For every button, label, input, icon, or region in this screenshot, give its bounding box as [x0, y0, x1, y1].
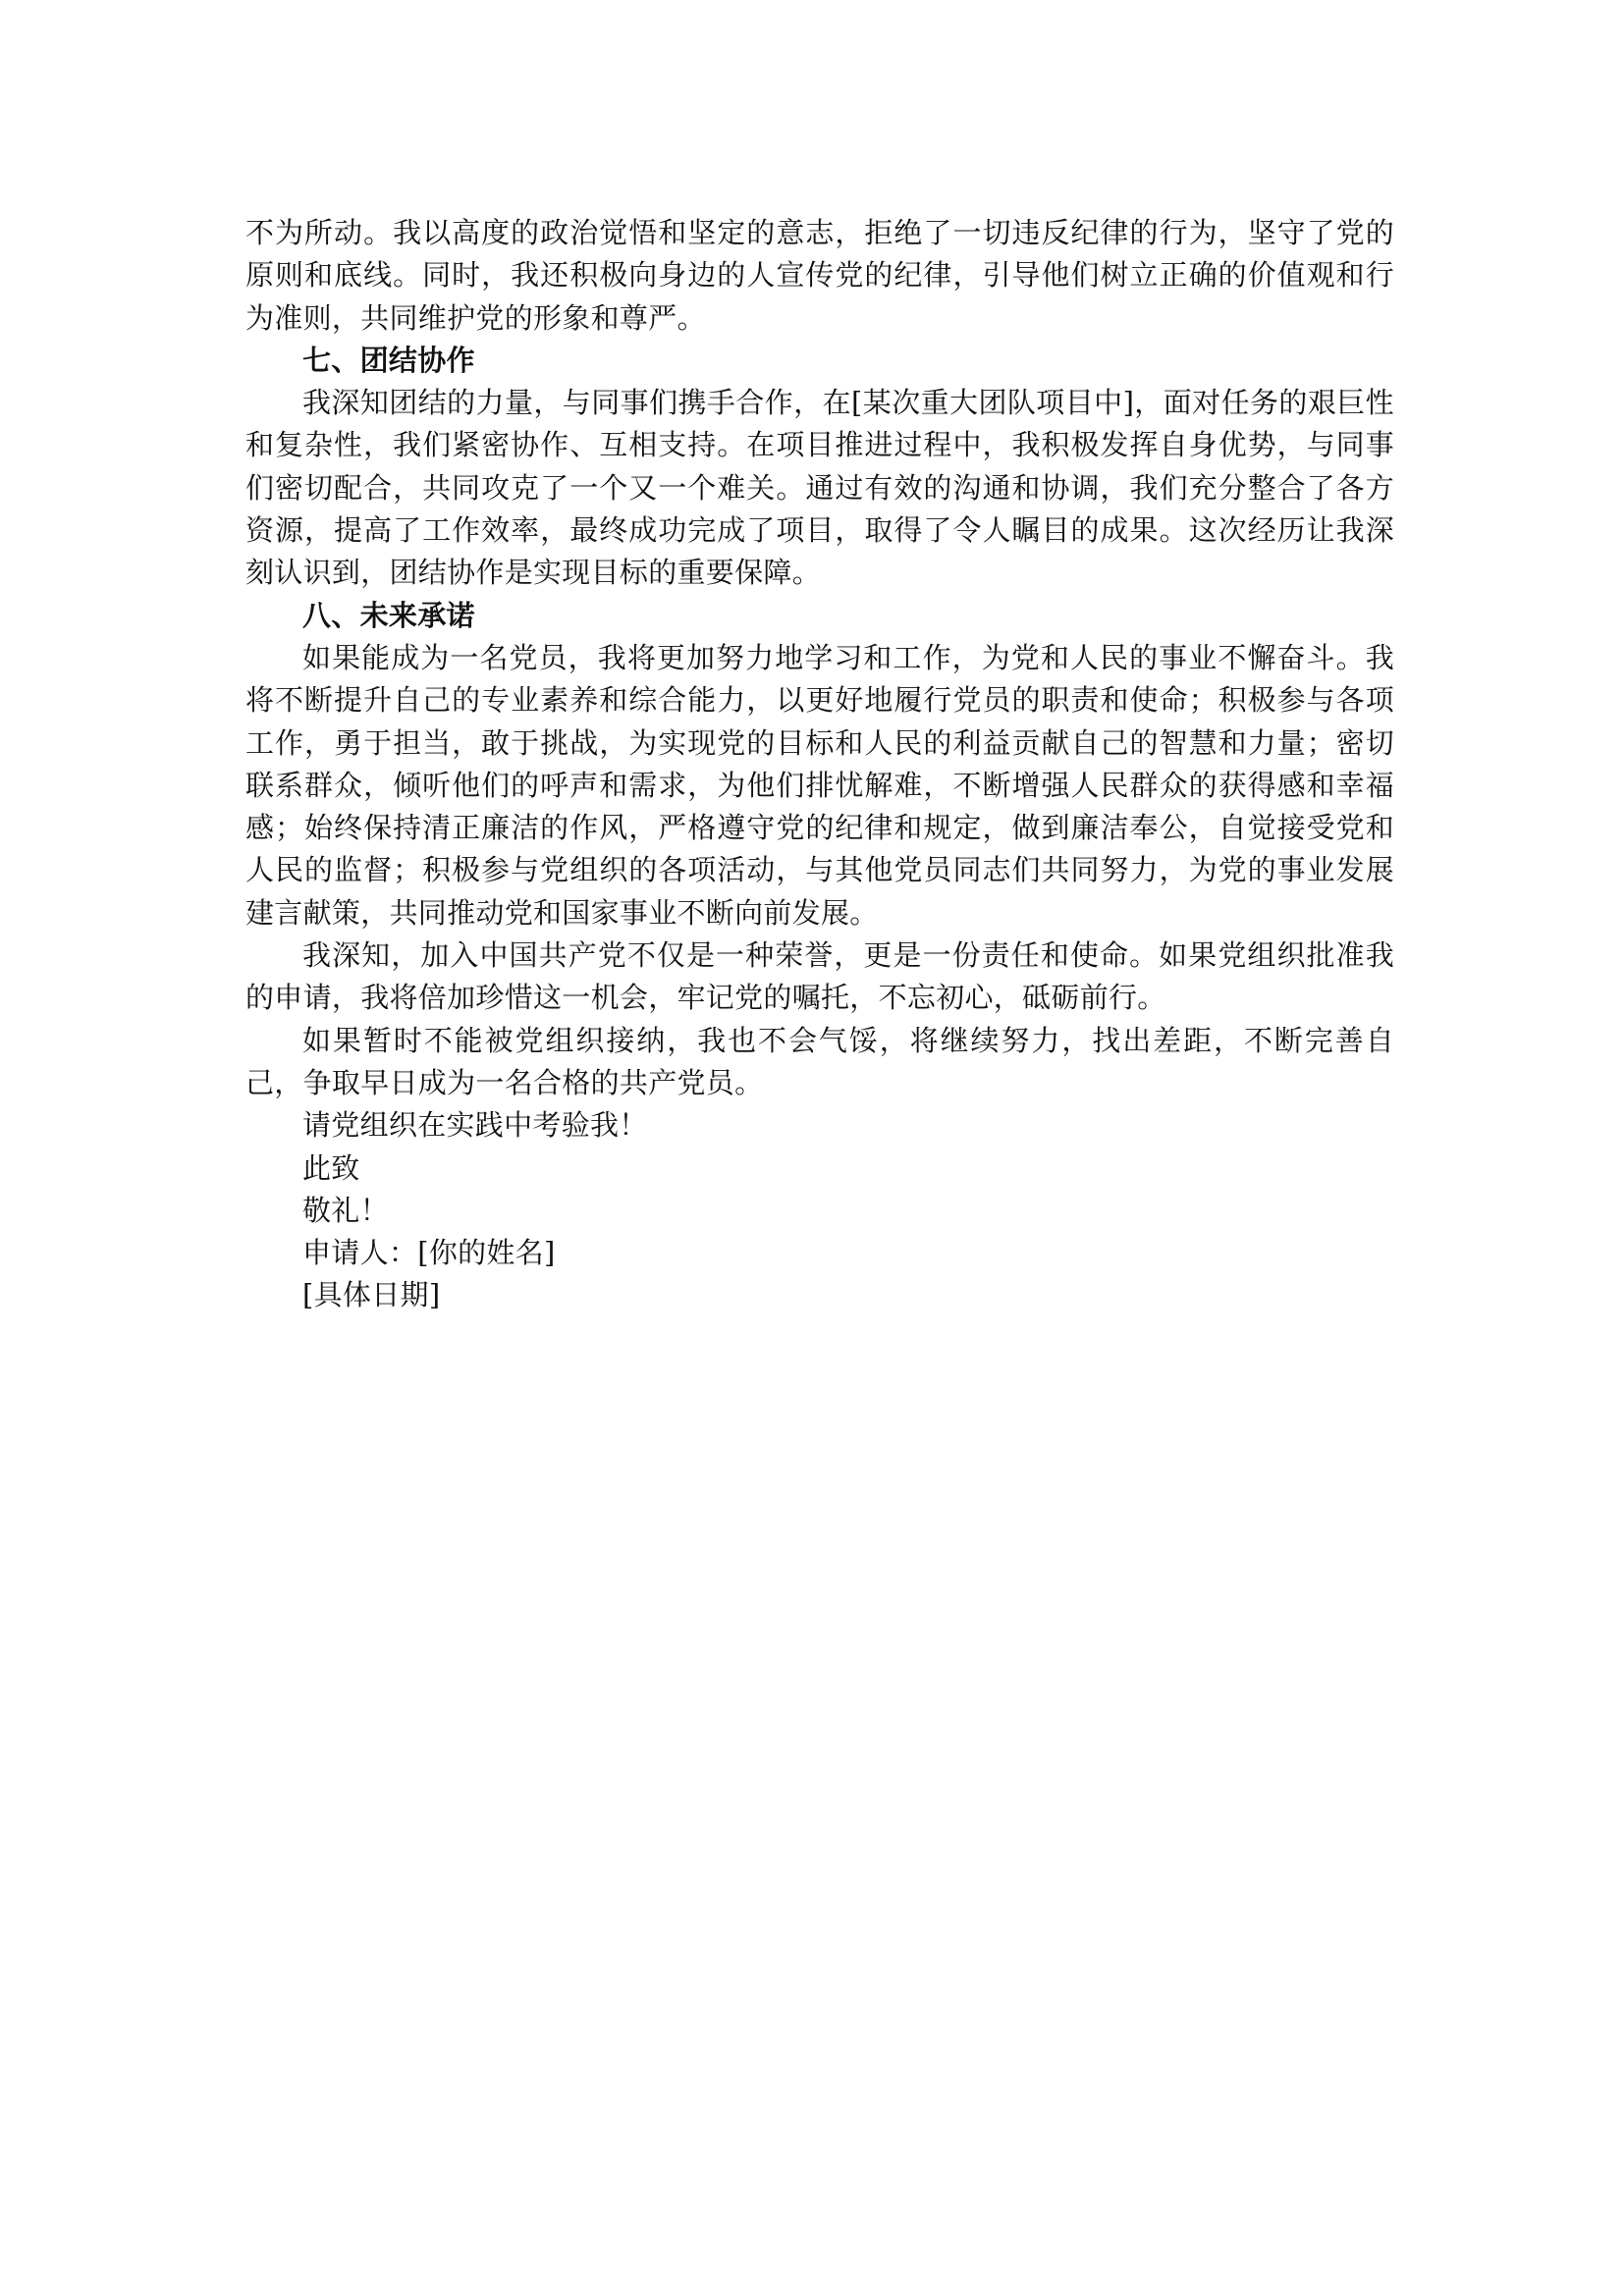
document-page: [245, 212, 1394, 1317]
perseverance-paragraph: 如果暂时不能被党组织接纳，我也不会气馁，将继续努力，找出差距，不断完善自己，争取早日成为一名合格的共产党员。: [245, 1023, 1394, 1099]
section-heading-teamwork: 七、团结协作: [302, 343, 475, 377]
closing-request: 请党组织在实践中考验我！: [302, 1108, 648, 1143]
teamwork-paragraph: 我深知团结的力量，与同事们携手合作，在[某次重大团队项目中]，面对任务的艰巨性和复杂性，我们紧密协作、互相支持。在项目推进过程中，我积极发挥自身优势，与同事们密切配合，共同攻克了一个又一个难关。通过有效的沟通和协调，我们充分整合了各方资源，提高了工作效率，最终成功完成了项目，取得了令人瞩目的成果。这次经历让我深刻认识到，团结协作是实现目标的重要保障。: [245, 386, 1394, 590]
applicant-signature: 申请人：[你的姓名]: [302, 1236, 556, 1270]
salutation-line-1: 此致: [302, 1150, 360, 1185]
signature-date: [具体日期]: [302, 1278, 441, 1312]
section-heading-future-commitment: 八、未来承诺: [302, 598, 475, 632]
responsibility-paragraph: 我深知，加入中国共产党不仅是一种荣誉，更是一份责任和使命。如果党组织批准我的申请，我将倍加珍惜这一机会，牢记党的嘱托，不忘初心，砥砺前行。: [245, 938, 1394, 1015]
salutation-line-2: 敬礼！: [302, 1193, 389, 1227]
continuation-paragraph: 不为所动。我以高度的政治觉悟和坚定的意志，拒绝了一切违反纪律的行为，坚守了党的原则和底线。同时，我还积极向身边的人宣传党的纪律，引导他们树立正确的价值观和行为准则，共同维护党的形象和尊严。: [245, 216, 1394, 335]
commitment-paragraph: 如果能成为一名党员，我将更加努力地学习和工作，为党和人民的事业不懈奋斗。我将不断提升自己的专业素养和综合能力，以更好地履行党员的职责和使命；积极参与各项工作，勇于担当，敢于挑战，为实现党的目标和人民的利益贡献自己的智慧和力量；密切联系群众，倾听他们的呼声和需求，为他们排忧解难，不断增强人民群众的获得感和幸福感；始终保持清正廉洁的作风，严格遵守党的纪律和规定，做到廉洁奉公，自觉接受党和人民的监督；积极参与党组织的各项活动，与其他党员同志们共同努力，为党的事业发展建言献策，共同推动党和国家事业不断向前发展。: [245, 640, 1394, 930]
